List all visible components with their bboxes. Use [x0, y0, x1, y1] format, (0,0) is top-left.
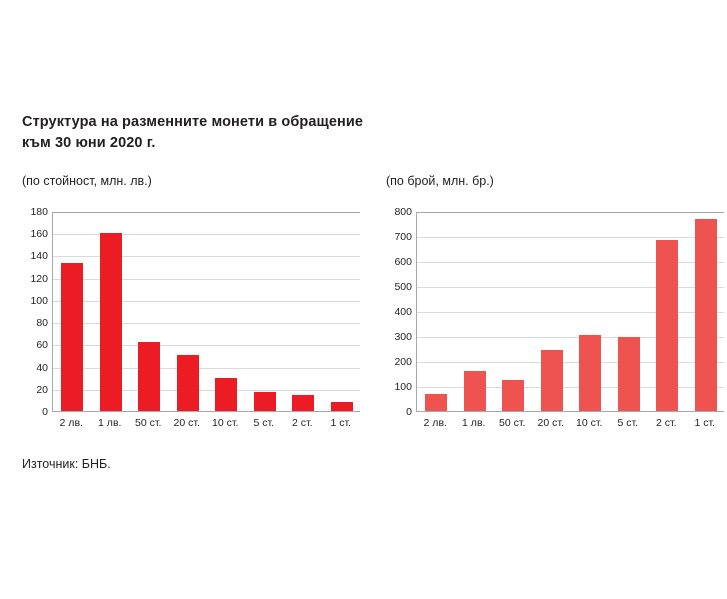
chart-by-value-x-tick-label: 1 лв. [98, 417, 122, 429]
page-title [22, 112, 582, 154]
page-title-line-2: към 30 юни 2020 г. [22, 135, 156, 151]
chart-by-count-y-tick-label: 700 [394, 231, 412, 243]
chart-by-value-y-tick-label: 0 [42, 406, 48, 418]
chart-by-count-bar [541, 350, 563, 411]
chart-by-value-plot [30, 206, 360, 418]
chart-by-count-y-tick-label: 200 [394, 356, 412, 368]
chart-by-value-x-tick-label: 2 ст. [291, 417, 313, 429]
chart-by-count-y-tick-label: 300 [394, 331, 412, 343]
chart-by-value-y-tick-label: 180 [30, 206, 48, 218]
chart-by-count-x-tick-label: 10 ст. [576, 417, 603, 429]
chart-by-value-x-tick-label: 20 ст. [173, 417, 200, 429]
chart-by-value-y-tick-label: 100 [30, 294, 48, 307]
chart-by-value-y-tick-label: 60 [36, 339, 48, 352]
chart-by-value [22, 208, 362, 438]
chart-by-value-bar [292, 395, 314, 411]
chart-by-count-bars [417, 212, 724, 411]
chart-by-value-bar [215, 378, 237, 411]
chart-by-count-y-tick-label: 100 [394, 381, 412, 393]
chart-by-value-y-tick-label: 160 [30, 228, 48, 241]
chart-by-value-x-tick-label: 5 ст. [253, 417, 275, 429]
chart-by-value-bar [100, 233, 122, 411]
chart-by-count-y-tick-label: 800 [394, 206, 412, 218]
chart-by-count-bar [656, 240, 678, 411]
chart-by-value-y-tick-label: 80 [36, 317, 48, 330]
chart-by-value-x-tick-label: 50 ст. [135, 417, 162, 429]
chart-by-value-bar [254, 392, 276, 411]
source-note: Източник: БНБ. [22, 457, 111, 471]
chart-by-value-bar [61, 263, 83, 411]
chart-by-value-bar [177, 355, 199, 411]
chart-by-value-y-tick-label: 20 [36, 383, 48, 396]
chart-by-count-plot [394, 206, 724, 418]
chart-by-count-x-tick-label: 2 ст. [655, 417, 677, 429]
chart-by-value-y-tick-label: 140 [30, 250, 48, 263]
chart-by-count-y-tick-label: 500 [394, 281, 412, 293]
chart-left-subtitle: (по стойност, млн. лв.) [22, 174, 152, 188]
chart-by-count-x-tick-label: 1 лв. [462, 417, 486, 429]
chart-by-count-bar [425, 394, 447, 411]
page-title-line-1: Структура на разменните монети в обращение [22, 114, 364, 130]
chart-by-count-x-tick-label: 20 ст. [537, 417, 564, 429]
chart-by-count-bar [695, 219, 717, 412]
chart-by-value-y-tick-label: 40 [36, 361, 48, 374]
chart-right-subtitle: (по брой, млн. бр.) [386, 174, 494, 188]
chart-by-value-x-axis [52, 417, 360, 437]
chart-by-count-x-axis [416, 417, 724, 437]
chart-by-count-x-tick-label: 50 ст. [499, 417, 526, 429]
chart-by-value-x-tick-label: 2 лв. [59, 417, 83, 429]
chart-by-value-bar [138, 342, 160, 411]
chart-by-count-y-tick-label: 400 [394, 306, 412, 318]
chart-by-count-bar [464, 371, 486, 411]
chart-by-count-bar [579, 335, 601, 411]
chart-by-value-x-tick-label: 10 ст. [212, 417, 239, 429]
chart-by-count-bar [502, 380, 524, 411]
chart-by-count-y-tick-label: 600 [394, 256, 412, 268]
chart-by-value-bar [331, 402, 353, 411]
chart-by-count-x-tick-label: 1 ст. [694, 417, 716, 429]
chart-by-value-x-tick-label: 1 ст. [330, 417, 352, 429]
chart-by-value-y-tick-label: 120 [30, 272, 48, 285]
chart-by-count-x-tick-label: 2 лв. [423, 417, 447, 429]
chart-by-value-bars [53, 212, 360, 411]
chart-by-count [386, 208, 726, 438]
chart-by-count-y-tick-label: 0 [406, 406, 412, 418]
chart-by-count-bar [618, 337, 640, 411]
chart-by-count-x-tick-label: 5 ст. [617, 417, 639, 429]
